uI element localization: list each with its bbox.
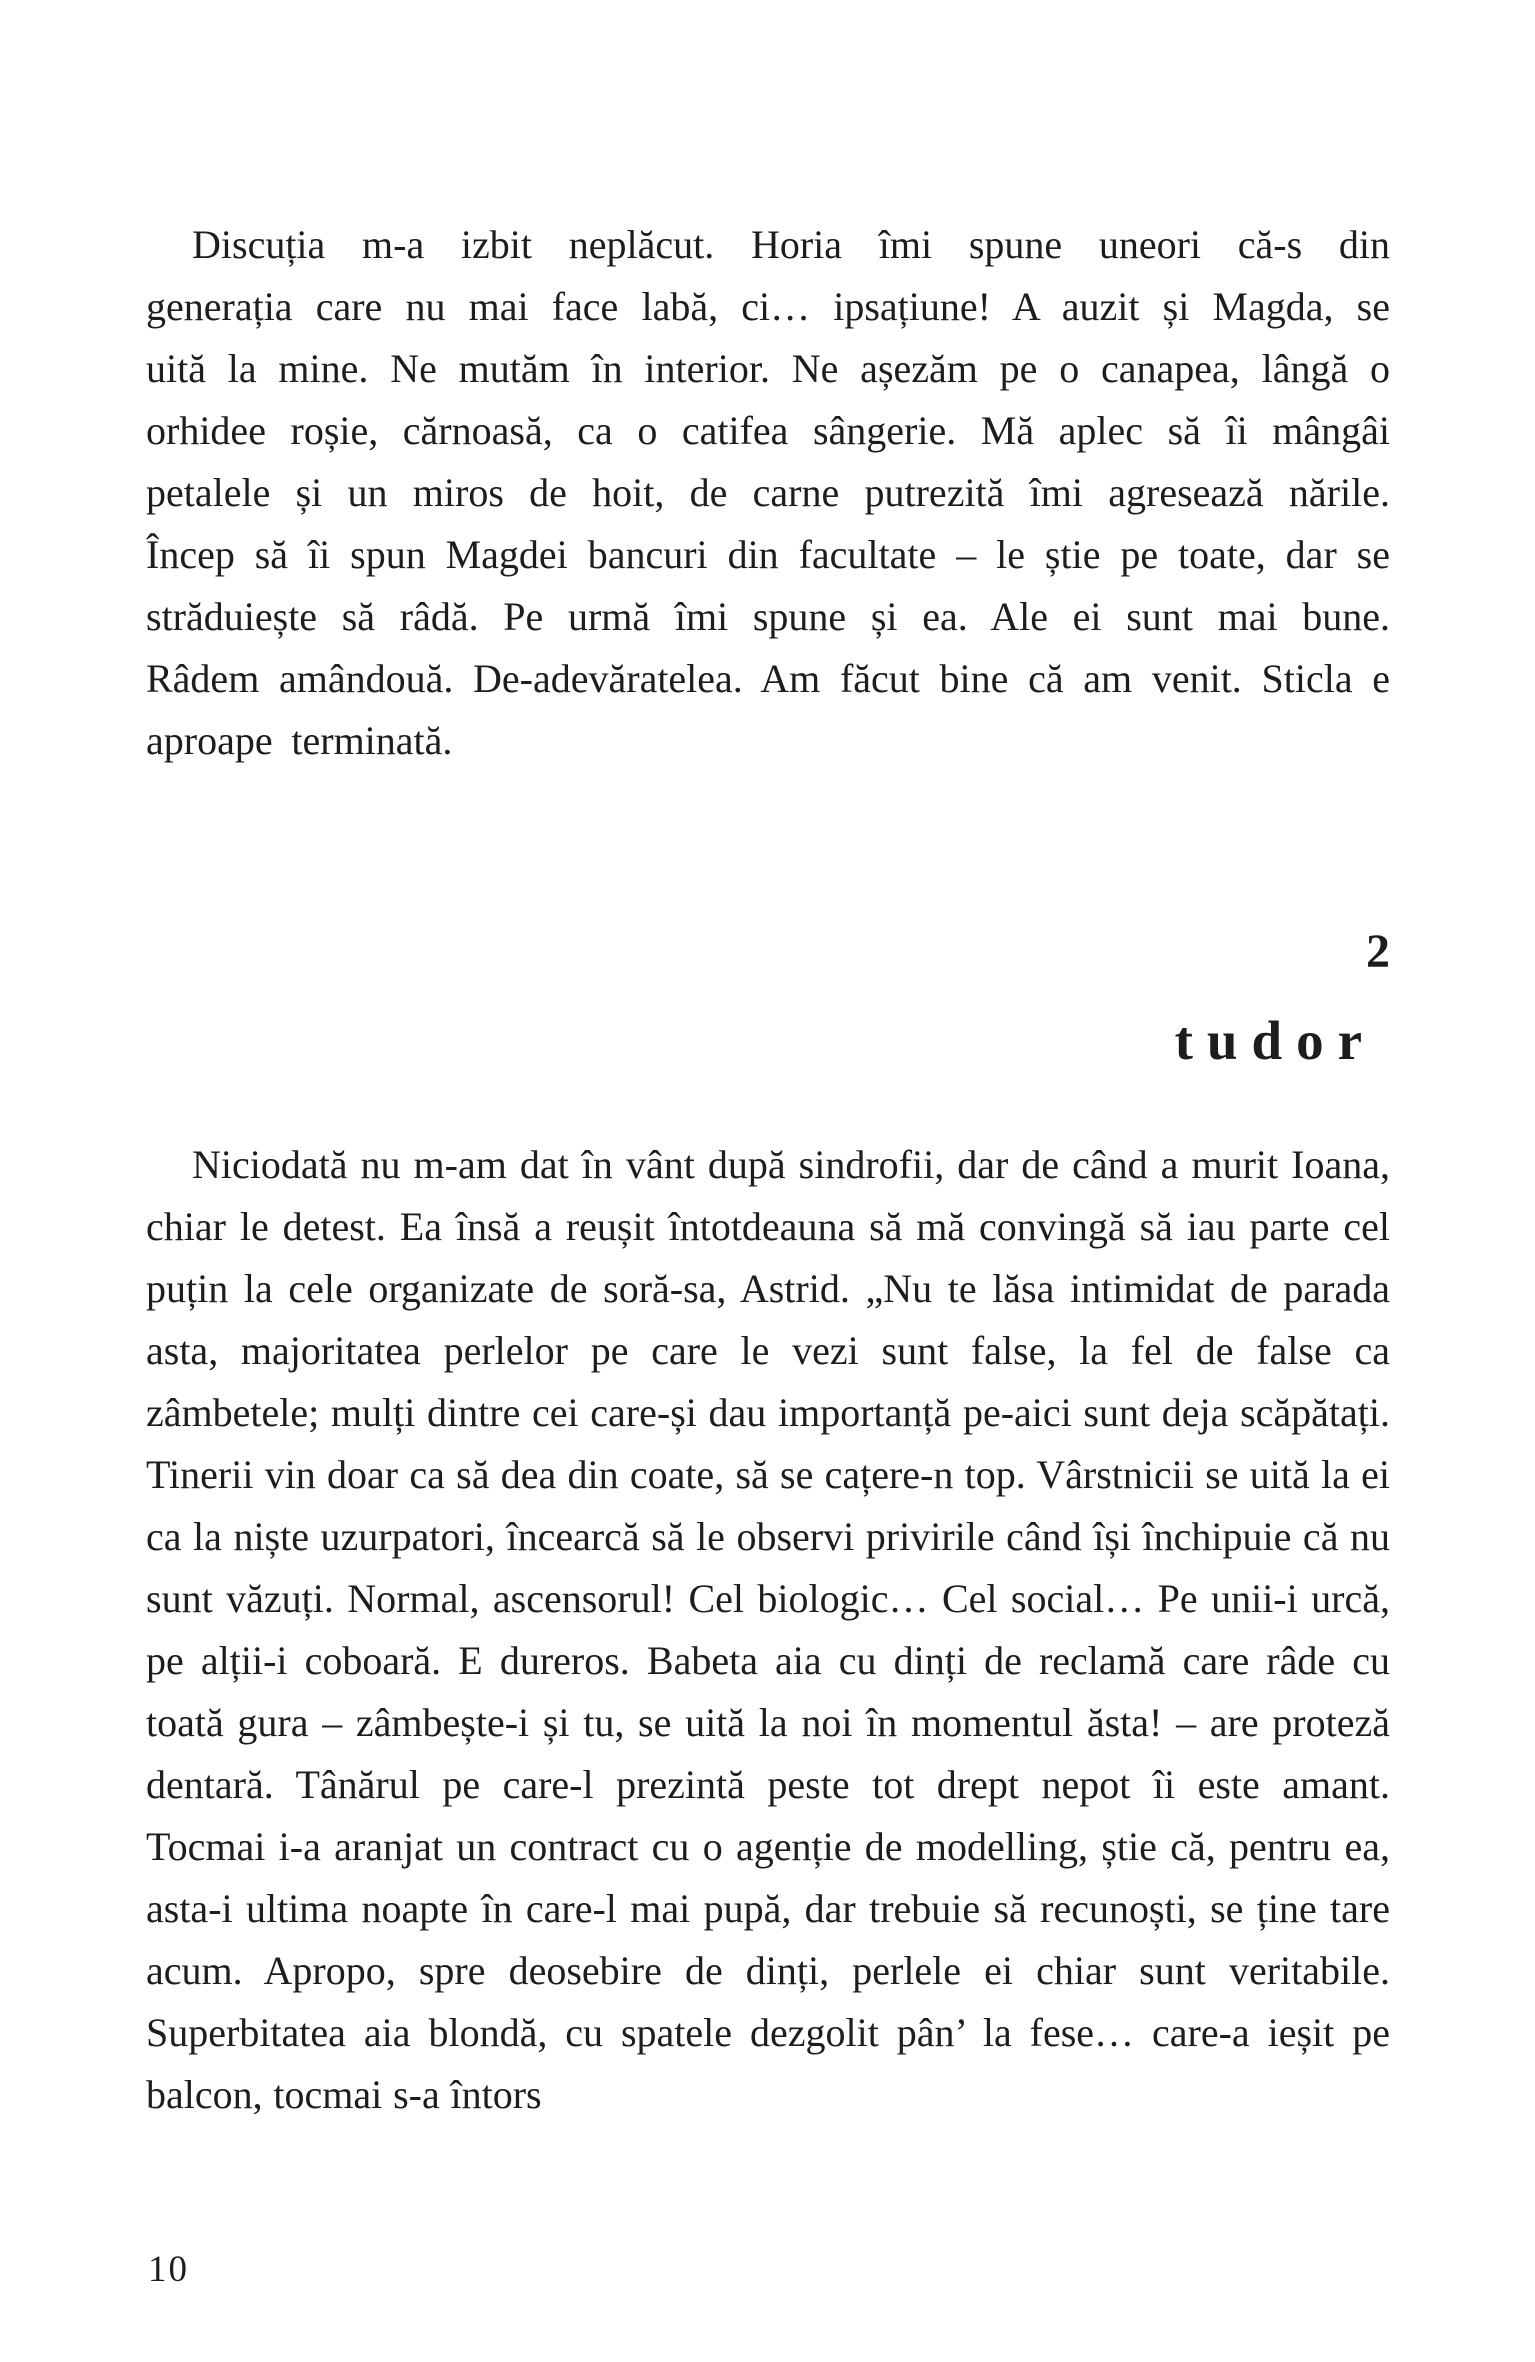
body-paragraph-2: Niciodată nu m-am dat în vânt după sindrofii, dar de când a murit Ioana, chiar le detest. Ea însă a reușit întotdeauna să mă convingă să iau parte cel puțin la cele organizate de soră-sa, Astrid. „Nu te lăsa intimidat de parada asta, majoritatea perlelor pe care le vezi sunt false, la fel de false ca zâmbetele; mulți dintre cei care-și dau importanță pe-aici sunt deja scăpătați. Tinerii vin doar ca să dea din coate, să se cațere-n top. Vârstnicii se uită la ei ca la niște uzurpatori, încearcă să le observi privirile când își închipuie că nu sunt văzuți. Normal, ascensorul! Cel biologic… Cel social… Pe unii-i urcă, pe alții-i coboară. E dureros. Babeta aia cu dinți de reclamă care râde cu toată gura – zâmbește-i și tu, se uită la noi în momentul ăsta! – are proteză dentară. Tânărul pe care-l prezintă peste tot drept nepot îi este amant. Tocmai i-a aranjat un contract cu o agenție de modelling, știe că, pentru ea, asta-i ultima noapte în care-l mai pupă, dar trebuie să recunoști, se ține tare acum. Apropo, spre deosebire de dinți, perlele ei chiar sunt veritabile. Superbitatea aia blondă, cu spatele dezgolit pân’ la fese… care-a ieșit pe balcon, tocmai s-a întors xyxy=(146,1142,1390,2117)
chapter-number: 2 xyxy=(1366,925,1390,978)
body-paragraph-1: Discuția m-a izbit neplăcut. Horia îmi spune uneori că-s din generația care nu mai face labă, ci… ipsațiune! A auzit și Magda, se uită la mine. Ne mutăm în interior. Ne așezăm pe o canapea, lângă o orhidee roșie, cărnoasă, ca o catifea sângerie. Mă aplec să îi mângâi petalele și un miros de hoit, de carne putrezită îmi agresează nările. Încep să îi spun Magdei bancuri din facultate – le știe pe toate, dar se străduiește să râdă. Pe urmă îmi spune și ea. Ale ei sunt mai bune. Râdem amândouă. De-adevăratelea. Am făcut bine că am venit. Sticla e aproape terminată. xyxy=(146,222,1390,763)
chapter-title: tudor xyxy=(1174,1010,1376,1071)
page-number: 10 xyxy=(148,2249,189,2290)
